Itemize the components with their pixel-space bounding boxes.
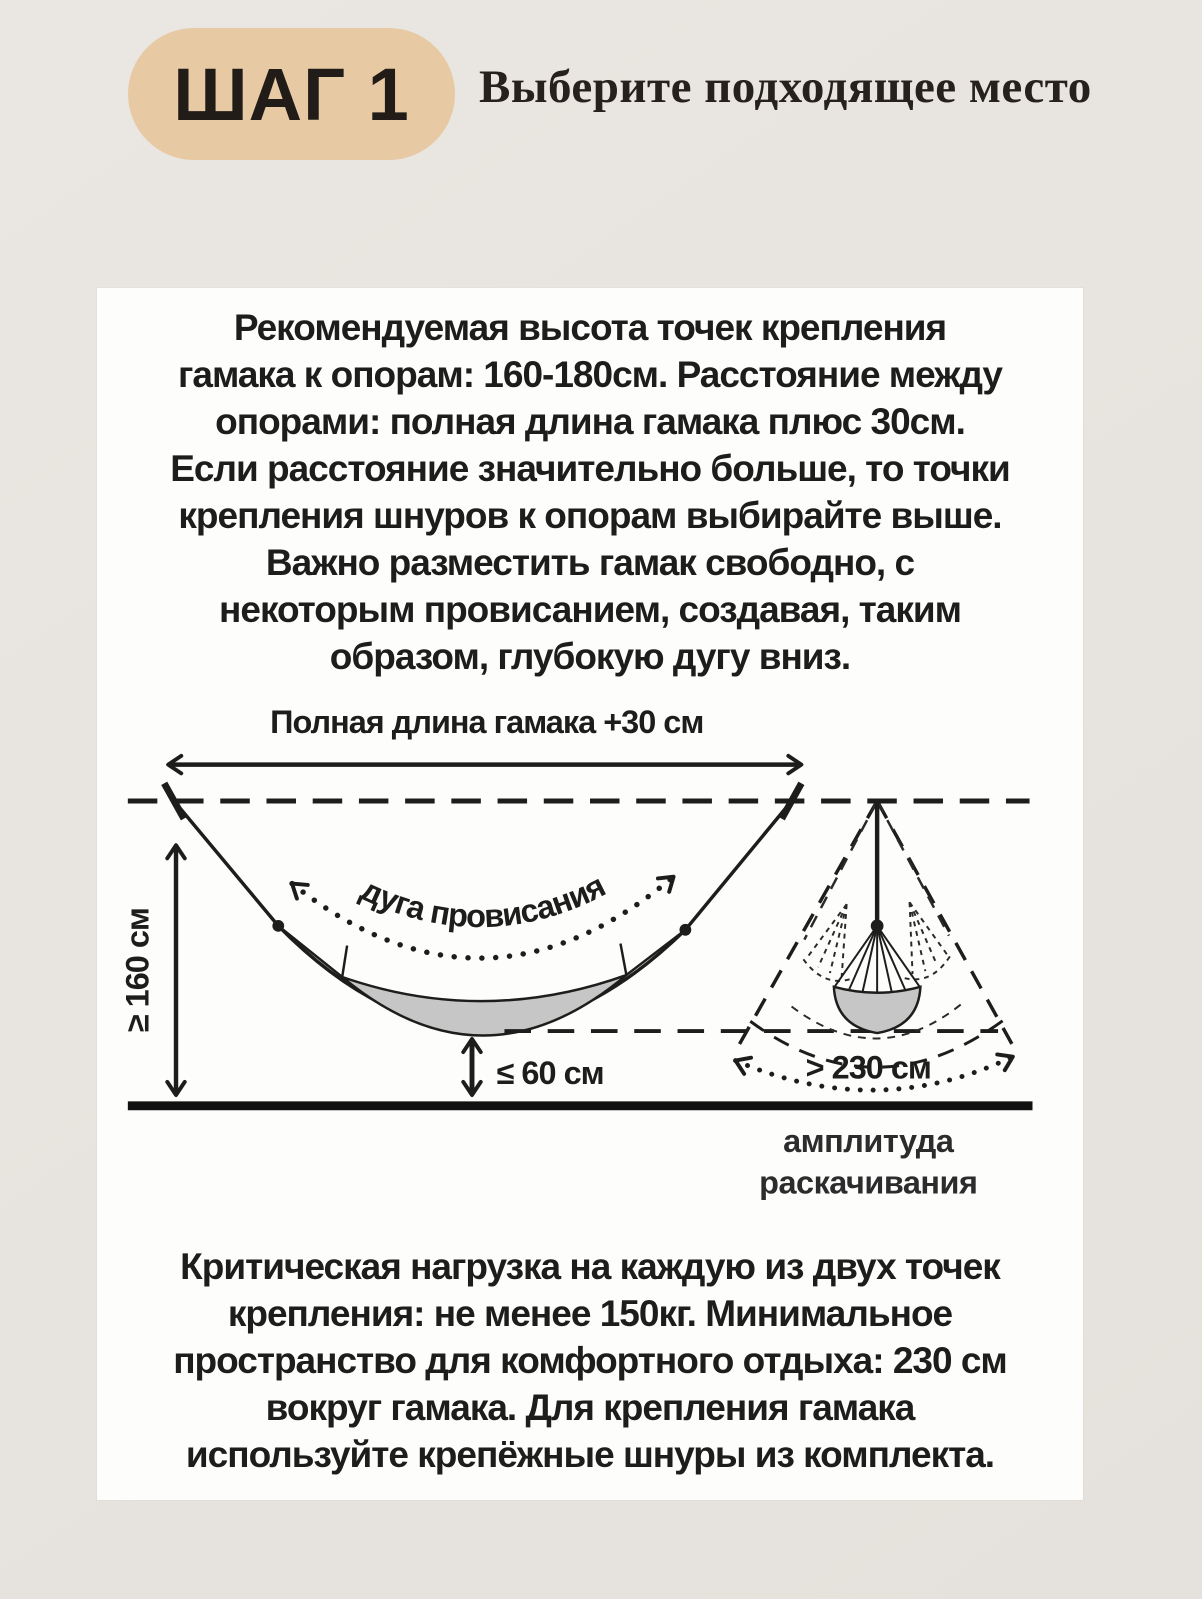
hammock-length-label: Полная длина гамака +30 см <box>270 704 704 741</box>
left-knot-dot <box>272 920 284 932</box>
text-line: пространство для комфортного отдыха: 230 см <box>173 1340 1007 1381</box>
swing-width-label: > 230 см <box>805 1049 931 1086</box>
height-label: ≥ 160 см <box>119 908 156 1033</box>
text-line: образом, глубокую дугу вниз. <box>329 636 851 677</box>
text-line: Рекомендуемая высота точек крепления <box>233 307 947 348</box>
text-line: Если расстояние значительно больше, то точки <box>170 448 1010 489</box>
right-knot-dot <box>679 924 691 936</box>
text-line: крепления шнуров к опорам выбирайте выше. <box>178 495 1002 536</box>
bed-string-right <box>626 930 685 975</box>
step-badge <box>128 28 455 160</box>
chair-bowl <box>834 987 921 1033</box>
step-badge-label: ШАГ 1 <box>173 52 410 136</box>
clearance-label: ≤ 60 см <box>496 1055 604 1092</box>
text-line: используйте крепёжные шнуры из комплекта. <box>185 1434 995 1475</box>
sag-arc-label: дуга провисания <box>355 867 611 935</box>
footer-paragraph <box>97 1243 1083 1478</box>
bed-endcap-left <box>342 946 347 977</box>
text-line: крепления: не менее 150кг. Минимальное <box>227 1293 953 1334</box>
swing-cone-inner-left <box>804 801 877 940</box>
chair-strings <box>834 926 921 994</box>
right-rope <box>685 801 791 930</box>
text-line: гамака к опорам: 160-180см. Расстояние между <box>177 354 1003 395</box>
swing-caption-line1: амплитуда <box>783 1123 954 1160</box>
chair-knot-dot <box>871 919 884 932</box>
text-line: Важно разместить гамак свободно, с <box>265 542 915 583</box>
phantom-chair-right <box>901 902 950 979</box>
left-rope <box>174 801 278 926</box>
intro-paragraph <box>97 304 1083 680</box>
swing-figure <box>736 801 1013 1090</box>
text-line: Критическая нагрузка на каждую из двух точек <box>180 1246 1000 1287</box>
swing-caption-line2: раскачивания <box>759 1164 978 1201</box>
bed-endcap-right <box>620 944 626 975</box>
text-line: некоторым провисанием, создавая, таким <box>219 589 961 630</box>
hammock-bed <box>342 975 626 1035</box>
page-title: Выберите подходящее место <box>479 61 1092 113</box>
hammock-diagram <box>113 682 1067 1213</box>
text-line: вокруг гамака. Для крепления гамака <box>265 1387 915 1428</box>
bed-string-left <box>278 926 342 977</box>
instruction-card <box>97 288 1083 1500</box>
text-line: опорами: полная длина гамака плюс 30см. <box>215 401 965 442</box>
